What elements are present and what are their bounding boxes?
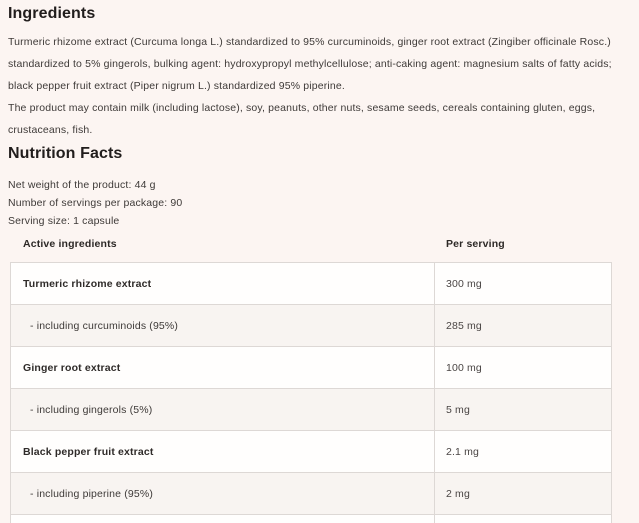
ingredient-name-cell bbox=[11, 515, 435, 523]
ingredients-composition-paragraph: Turmeric rhizome extract (Curcuma longa L.) standardized to 95% curcuminoids, ginger root extract (Zingiber officinale Rosc.) standardized to 5% gingerols, bulking agent: hydroxypropyl methylcellulose; anti-caking agent: magnesium salts of fatty acids; black pepper fruit extract (Piper nigrum L.) standardized 95% piperine. bbox=[8, 36, 612, 92]
ingredient-name-cell: - including piperine (95%) bbox=[11, 473, 435, 514]
per-serving-value-cell: 2.1 mg bbox=[446, 445, 479, 458]
ingredient-name-cell: Black pepper fruit extract bbox=[11, 431, 435, 472]
ingredients-heading: Ingredients bbox=[8, 5, 96, 22]
nutrition-table bbox=[10, 262, 612, 523]
per-serving-value-cell: 2 mg bbox=[446, 487, 470, 500]
servings-per-package-line: Number of servings per package: 90 bbox=[8, 197, 183, 209]
per-serving-value-cell: 300 mg bbox=[446, 277, 482, 290]
col-header-per-serving: Per serving bbox=[446, 238, 505, 250]
nutrition-facts-heading: Nutrition Facts bbox=[8, 145, 123, 162]
table-row-black-pepper-extract bbox=[11, 431, 611, 473]
serving-size-line: Serving size: 1 capsule bbox=[8, 215, 120, 227]
table-row-partial-cutoff bbox=[11, 515, 611, 523]
table-row-gingerols bbox=[11, 389, 611, 431]
per-serving-value-cell: 285 mg bbox=[446, 319, 482, 332]
per-serving-value-cell: 100 mg bbox=[446, 361, 482, 374]
ingredient-name-cell: - including gingerols (5%) bbox=[11, 389, 435, 430]
col-header-active-ingredients: Active ingredients bbox=[23, 238, 117, 250]
table-row-curcuminoids bbox=[11, 305, 611, 347]
net-weight-line: Net weight of the product: 44 g bbox=[8, 179, 156, 191]
nutrition-table-section bbox=[10, 236, 612, 523]
table-row-ginger-extract bbox=[11, 347, 611, 389]
table-row-piperine bbox=[11, 473, 611, 515]
table-row-turmeric-extract bbox=[11, 263, 611, 305]
allergen-paragraph: The product may contain milk (including lactose), soy, peanuts, other nuts, sesame seeds, cereals containing gluten, eggs, crustaceans, fish. bbox=[8, 102, 596, 136]
product-meta-block bbox=[8, 176, 612, 230]
ingredient-name-cell: Turmeric rhizome extract bbox=[11, 263, 435, 304]
nutrition-table-header bbox=[10, 236, 612, 252]
per-serving-value-cell: 5 mg bbox=[446, 403, 470, 416]
ingredient-name-cell: - including curcuminoids (95%) bbox=[11, 305, 435, 346]
ingredient-name-cell: Ginger root extract bbox=[11, 347, 435, 388]
